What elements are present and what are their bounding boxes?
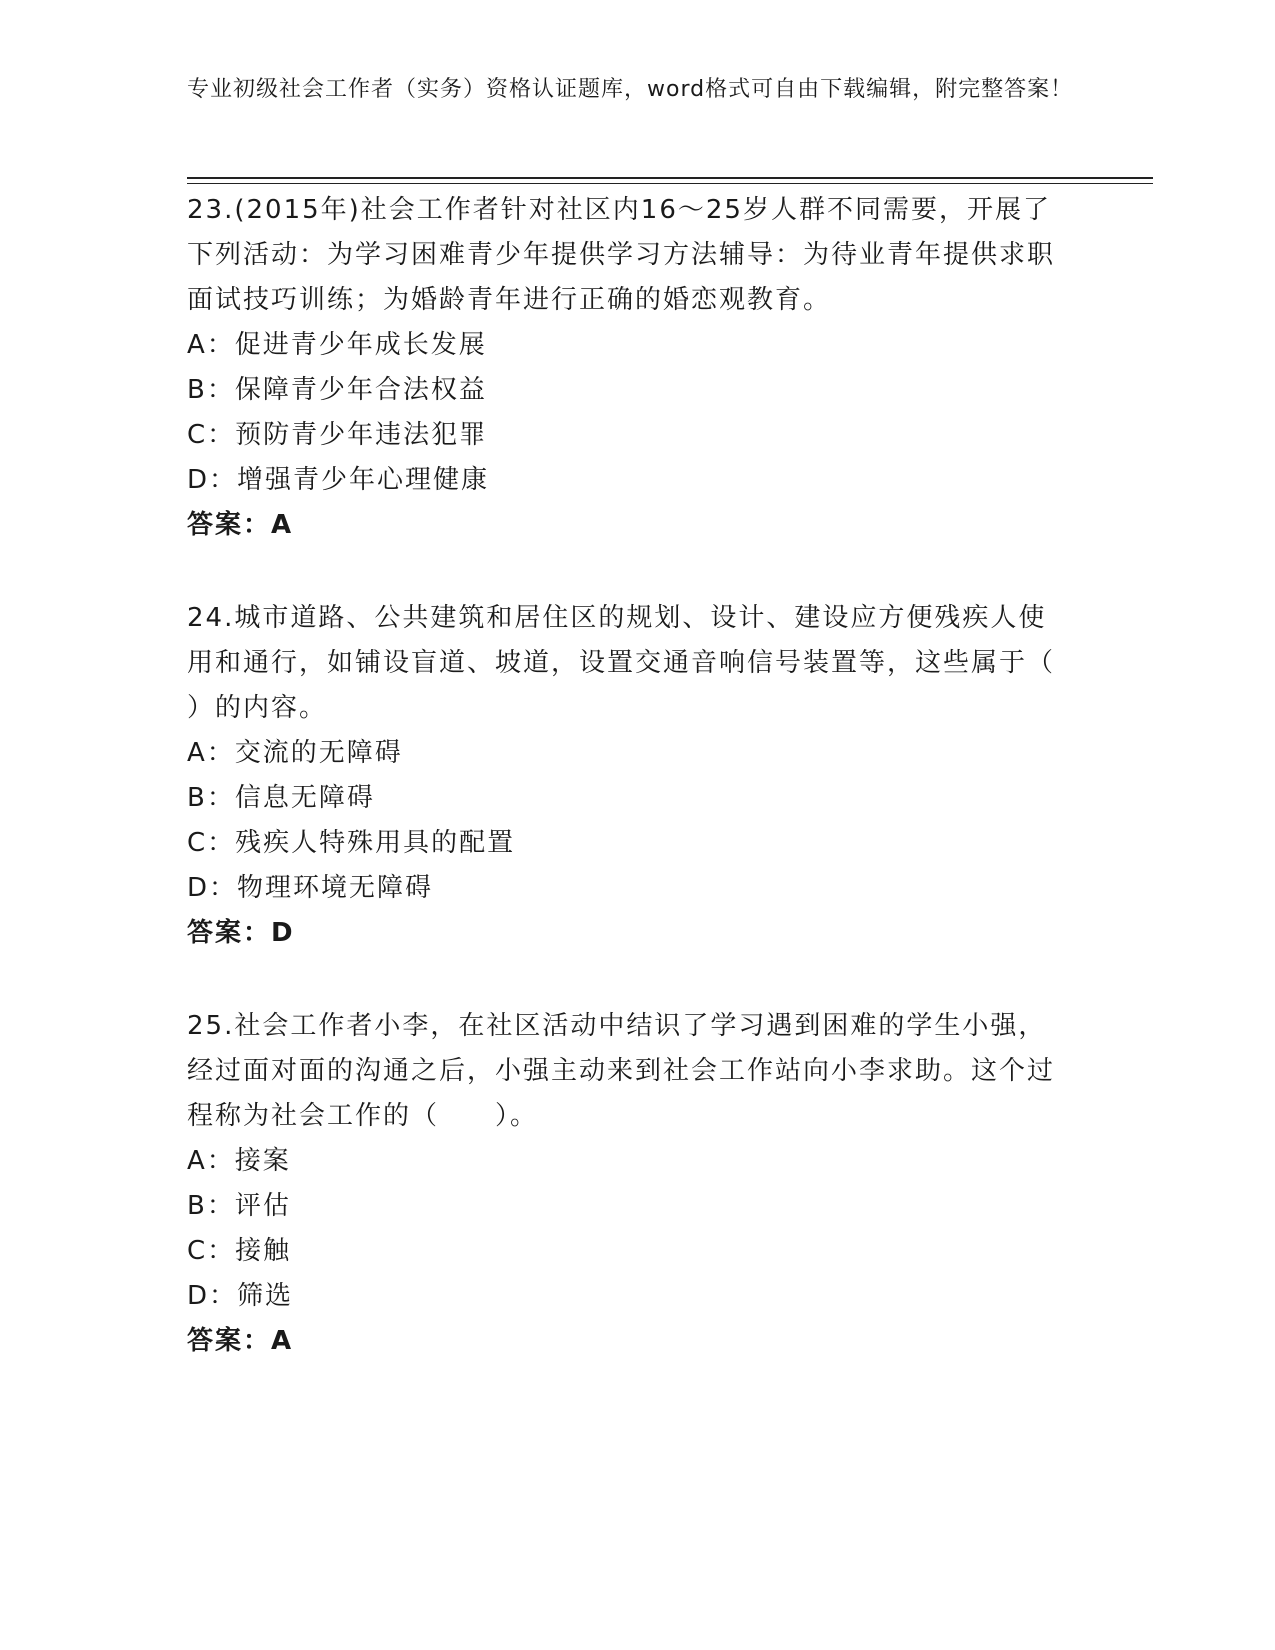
option-b: B：评估 <box>187 1191 291 1221</box>
answer: 答案：A <box>187 510 294 540</box>
question-stem: 25.社会工作者小李，在社区活动中结识了学习遇到困难的学生小强，经过面对面的沟通之后，小强主动来到社会工作站向小李求助。这个过程称为社会工作的（ ）。 <box>187 1011 1056 1131</box>
option-d: D：增强青少年心理健康 <box>187 465 490 495</box>
answer: 答案：D <box>187 918 295 948</box>
option-d: D：筛选 <box>187 1281 294 1311</box>
option-c: C：残疾人特殊用具的配置 <box>187 828 516 858</box>
question-stem: 24.城市道路、公共建筑和居住区的规划、设计、建设应方便残疾人使用和通行，如铺设盲道、坡道，设置交通音响信号装置等，这些属于（ ）的内容。 <box>187 603 1056 723</box>
document-header: 专业初级社会工作者（实务）资格认证题库，word格式可自由下载编辑，附完整答案！ <box>187 77 1074 102</box>
option-c: C：预防青少年违法犯罪 <box>187 420 488 450</box>
header-rule-thick <box>187 177 1153 179</box>
option-a: A：促进青少年成长发展 <box>187 330 487 360</box>
header-rule-thin <box>187 183 1153 184</box>
option-c: C：接触 <box>187 1236 292 1266</box>
question-stem: 23.(2015年)社会工作者针对社区内16～25岁人群不同需要，开展了下列活动：为学习困难青少年提供学习方法辅导：为待业青年提供求职面试技巧训练；为婚龄青年进行正确的婚恋观教育。 <box>187 195 1056 315</box>
option-b: B：保障青少年合法权益 <box>187 375 487 405</box>
option-a: A：交流的无障碍 <box>187 738 403 768</box>
question-23 <box>187 188 1067 548</box>
question-24 <box>187 596 1067 956</box>
question-25 <box>187 1004 1067 1364</box>
option-b: B：信息无障碍 <box>187 783 375 813</box>
answer: 答案：A <box>187 1326 294 1356</box>
option-d: D：物理环境无障碍 <box>187 873 434 903</box>
option-a: A：接案 <box>187 1146 291 1176</box>
